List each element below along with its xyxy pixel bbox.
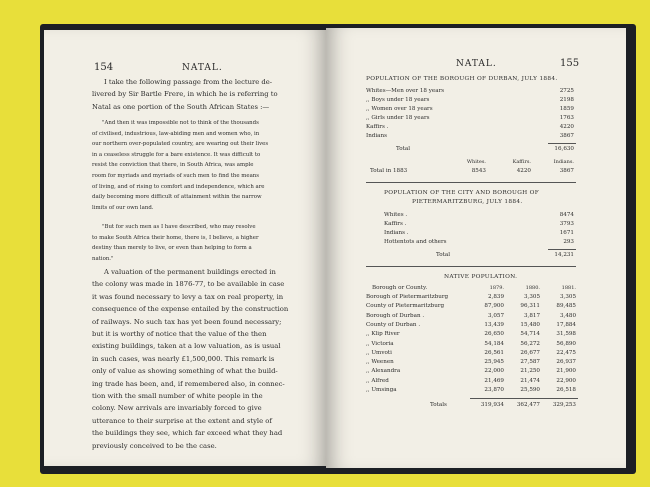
running-head: NATAL.	[456, 59, 497, 69]
text-line: our northern over-populated country, are wearing out their lives	[92, 141, 269, 148]
text-line: of railways. No such tax has yet been found necessary;	[92, 317, 282, 326]
table-cell: 1671	[559, 230, 574, 236]
table-row-label: ,, Weenen	[366, 359, 394, 366]
table-row-label: ,, Umvoti	[366, 349, 392, 356]
column-header: 1880.	[525, 285, 540, 291]
table-cell: 3,305	[523, 294, 540, 300]
native-table-title: NATIVE POPULATION.	[444, 274, 518, 280]
table-cell: 22,900	[556, 377, 576, 384]
text-line: to make South Africa their home, there is, I believe, a higher	[92, 234, 259, 241]
table-cell: 15,480	[520, 321, 540, 328]
text-line: room for myriads and myriads of such men to find the means	[92, 172, 260, 179]
text-line: in such cases, was nearly £1,500,000. This remark is	[92, 354, 275, 363]
section-divider	[366, 266, 576, 267]
pmb-table-title: POPULATION OF THE CITY AND BOROUGH OF	[384, 190, 540, 196]
table-row-label: ,, Alexandra	[366, 368, 401, 375]
table-cell: 25,590	[520, 387, 540, 393]
text-line: A valuation of the permanent buildings erected in	[104, 268, 276, 276]
table-row-label: Whites—Men over 18 years	[366, 88, 445, 94]
table-cell: 13,439	[484, 321, 504, 328]
table-row-label: Hottentots and others	[384, 239, 447, 245]
text-line: but it is worthy of notice that the value of the then	[92, 330, 267, 339]
table-cell: 89,485	[556, 303, 576, 310]
text-line: livered by Sir Bartle Frere, in which he is referring to	[92, 90, 278, 99]
text-line: "And then it was impossible not to think of the thousands	[102, 120, 259, 126]
table-cell: 96,311	[520, 303, 540, 310]
table-cell: 3,480	[559, 312, 576, 319]
table-cell: 26,518	[556, 387, 576, 393]
pmb-table-subtitle: PIETERMARITZBURG, JULY 1884.	[412, 199, 523, 205]
table-cell: 3,817	[523, 312, 540, 319]
table-row-label: Kaffirs .	[366, 124, 389, 130]
table-cell: 87,900	[484, 303, 504, 310]
table-cell: 23,870	[484, 387, 504, 393]
text-line: the colony was made in 1876-77, to be available in case	[92, 280, 285, 289]
text-line: daily becoming more difficult of attainment within the narrow	[92, 194, 262, 201]
table-cell: 4220	[516, 168, 531, 174]
table-row-label: ,, Victoria	[366, 340, 394, 347]
text-line: limits of our own land.	[92, 204, 154, 211]
table-cell: 362,477	[516, 402, 540, 408]
table-cell: 3,305	[559, 294, 576, 300]
table-cell: 31,598	[556, 331, 576, 338]
table-row-label: Indians	[366, 133, 387, 139]
table-row-label: ,, Boys under 18 years	[366, 97, 430, 103]
table-cell: 26,650	[484, 331, 504, 338]
section-divider	[366, 182, 576, 183]
table-cell: 56,890	[556, 340, 576, 347]
text-line: ing trade has been, and, if remembered also, in connec-	[92, 379, 285, 388]
column-header: Whites.	[466, 159, 486, 165]
text-line: I take the following passage from the lecture de-	[104, 78, 273, 86]
text-line: of civilised, industrious, law-abiding men and women who, in	[92, 130, 260, 137]
text-line: it was found necessary to levy a tax on real property, in	[92, 292, 284, 301]
table-cell: 8474	[559, 212, 574, 218]
table-cell: 2725	[559, 88, 574, 94]
total-value: 14,231	[554, 252, 574, 258]
page-number: 154	[94, 62, 114, 73]
table-cell: 2198	[559, 97, 574, 103]
table-cell: 26,677	[520, 349, 540, 356]
table-cell: 21,250	[520, 368, 540, 375]
table-cell: 26,937	[556, 359, 576, 366]
table-cell: 3867	[559, 133, 574, 139]
table-cell: 22,475	[556, 349, 576, 356]
table-cell: 8543	[471, 168, 486, 174]
table-cell: 17,884	[556, 321, 576, 328]
text-line: the buildings they see, which far exceed what they had	[92, 429, 283, 438]
table-cell: 1859	[559, 106, 574, 112]
table-row-label: Indians .	[384, 230, 409, 236]
table-row-label: County of Pietermaritzburg	[366, 303, 445, 310]
total-value: 16,630	[554, 146, 574, 152]
table-row-label: Kaffirs .	[384, 221, 407, 227]
text-line: nation."	[92, 255, 114, 262]
table-row-label: ,, Alfred	[366, 377, 389, 384]
table-row-label: County of Durban .	[366, 321, 421, 328]
table-rule	[548, 249, 576, 250]
table-cell: 3793	[559, 221, 574, 227]
table-cell: 54,184	[484, 340, 504, 347]
table-row-label: Whites .	[384, 212, 408, 218]
text-line: of living, and of rising to comfort and independence, which are	[92, 183, 265, 190]
text-line: previously conceived to be the case.	[92, 441, 217, 450]
table-cell: 56,272	[520, 340, 540, 347]
column-header: Borough or County.	[372, 285, 428, 291]
table-row-label: Borough of Pietermaritzburg	[366, 294, 449, 300]
total-label: Total	[436, 252, 451, 258]
intro-paragraph	[92, 76, 278, 113]
table-row-label: ,, Girls under 18 years	[366, 115, 430, 121]
text-line: in a ceaseless struggle for a bare existence. It was difficult to	[92, 151, 261, 158]
table-cell: 4220	[559, 124, 574, 130]
table-cell: 3867	[559, 168, 574, 174]
text-line: Natal as one portion of the South African States :—	[92, 102, 270, 111]
text-line: colony. New arrivals are invariably forced to give	[92, 404, 262, 413]
durban-table-title: POPULATION OF THE BOROUGH OF DURBAN, JULY 1884.	[366, 76, 558, 82]
table-rule	[470, 398, 578, 399]
table-cell: 21,469	[484, 377, 504, 384]
text-line: existing buildings, taken at a low valuation, as is usual	[92, 342, 281, 351]
table-cell: 319,934	[480, 402, 504, 408]
text-line: tion with the small number of white people in the	[92, 392, 263, 401]
text-line: utterance to their surprise at the extent and style of	[92, 416, 272, 425]
table-cell: 21,474	[520, 377, 540, 384]
table-row-label: ,, Klip River	[366, 331, 400, 338]
column-header: 1879.	[489, 285, 504, 291]
text-line: only of value as showing something of what the build-	[92, 367, 278, 376]
text-line: consequence of the expense entailed by the construction	[92, 305, 289, 314]
table-row-label: Total in 1883	[370, 168, 408, 174]
right-page	[326, 28, 626, 468]
column-header: Kaffirs.	[512, 159, 531, 165]
table-cell: 54,714	[520, 331, 540, 338]
table-cell: 22,000	[484, 368, 504, 375]
total-label: Total	[396, 146, 411, 152]
text-line: "But for such men as I have described, who may resolve	[102, 224, 256, 230]
quote-block-1	[92, 118, 268, 213]
table-cell: 293	[563, 239, 574, 245]
table-row-label: ,, Women over 18 years	[366, 106, 433, 112]
running-head: NATAL.	[182, 63, 223, 73]
page-number: 155	[560, 58, 580, 69]
table-row-label: ,, Umsinga	[366, 387, 397, 393]
column-header: Indians.	[553, 159, 574, 165]
quote-block-2	[92, 222, 259, 264]
table-cell: 329,253	[552, 402, 576, 408]
left-page	[44, 30, 326, 466]
table-cell: 26,561	[484, 349, 504, 356]
table-cell: 27,587	[520, 359, 540, 366]
table-cell: 21,900	[556, 368, 576, 375]
table-cell: 3,057	[487, 312, 504, 319]
column-header: 1881.	[561, 285, 576, 291]
table-rule	[548, 143, 576, 144]
table-cell: 25,945	[484, 359, 504, 366]
text-line: resist the conviction that there, in South Africa, was ample	[92, 162, 254, 169]
table-cell: 1763	[559, 115, 574, 121]
table-cell: 2,839	[487, 294, 504, 300]
valuation-paragraph	[92, 266, 288, 452]
text-line: destiny than merely to live, or even than helping to form a	[92, 245, 252, 252]
table-row-label: Borough of Durban .	[366, 312, 425, 319]
total-label: Totals	[430, 402, 447, 408]
